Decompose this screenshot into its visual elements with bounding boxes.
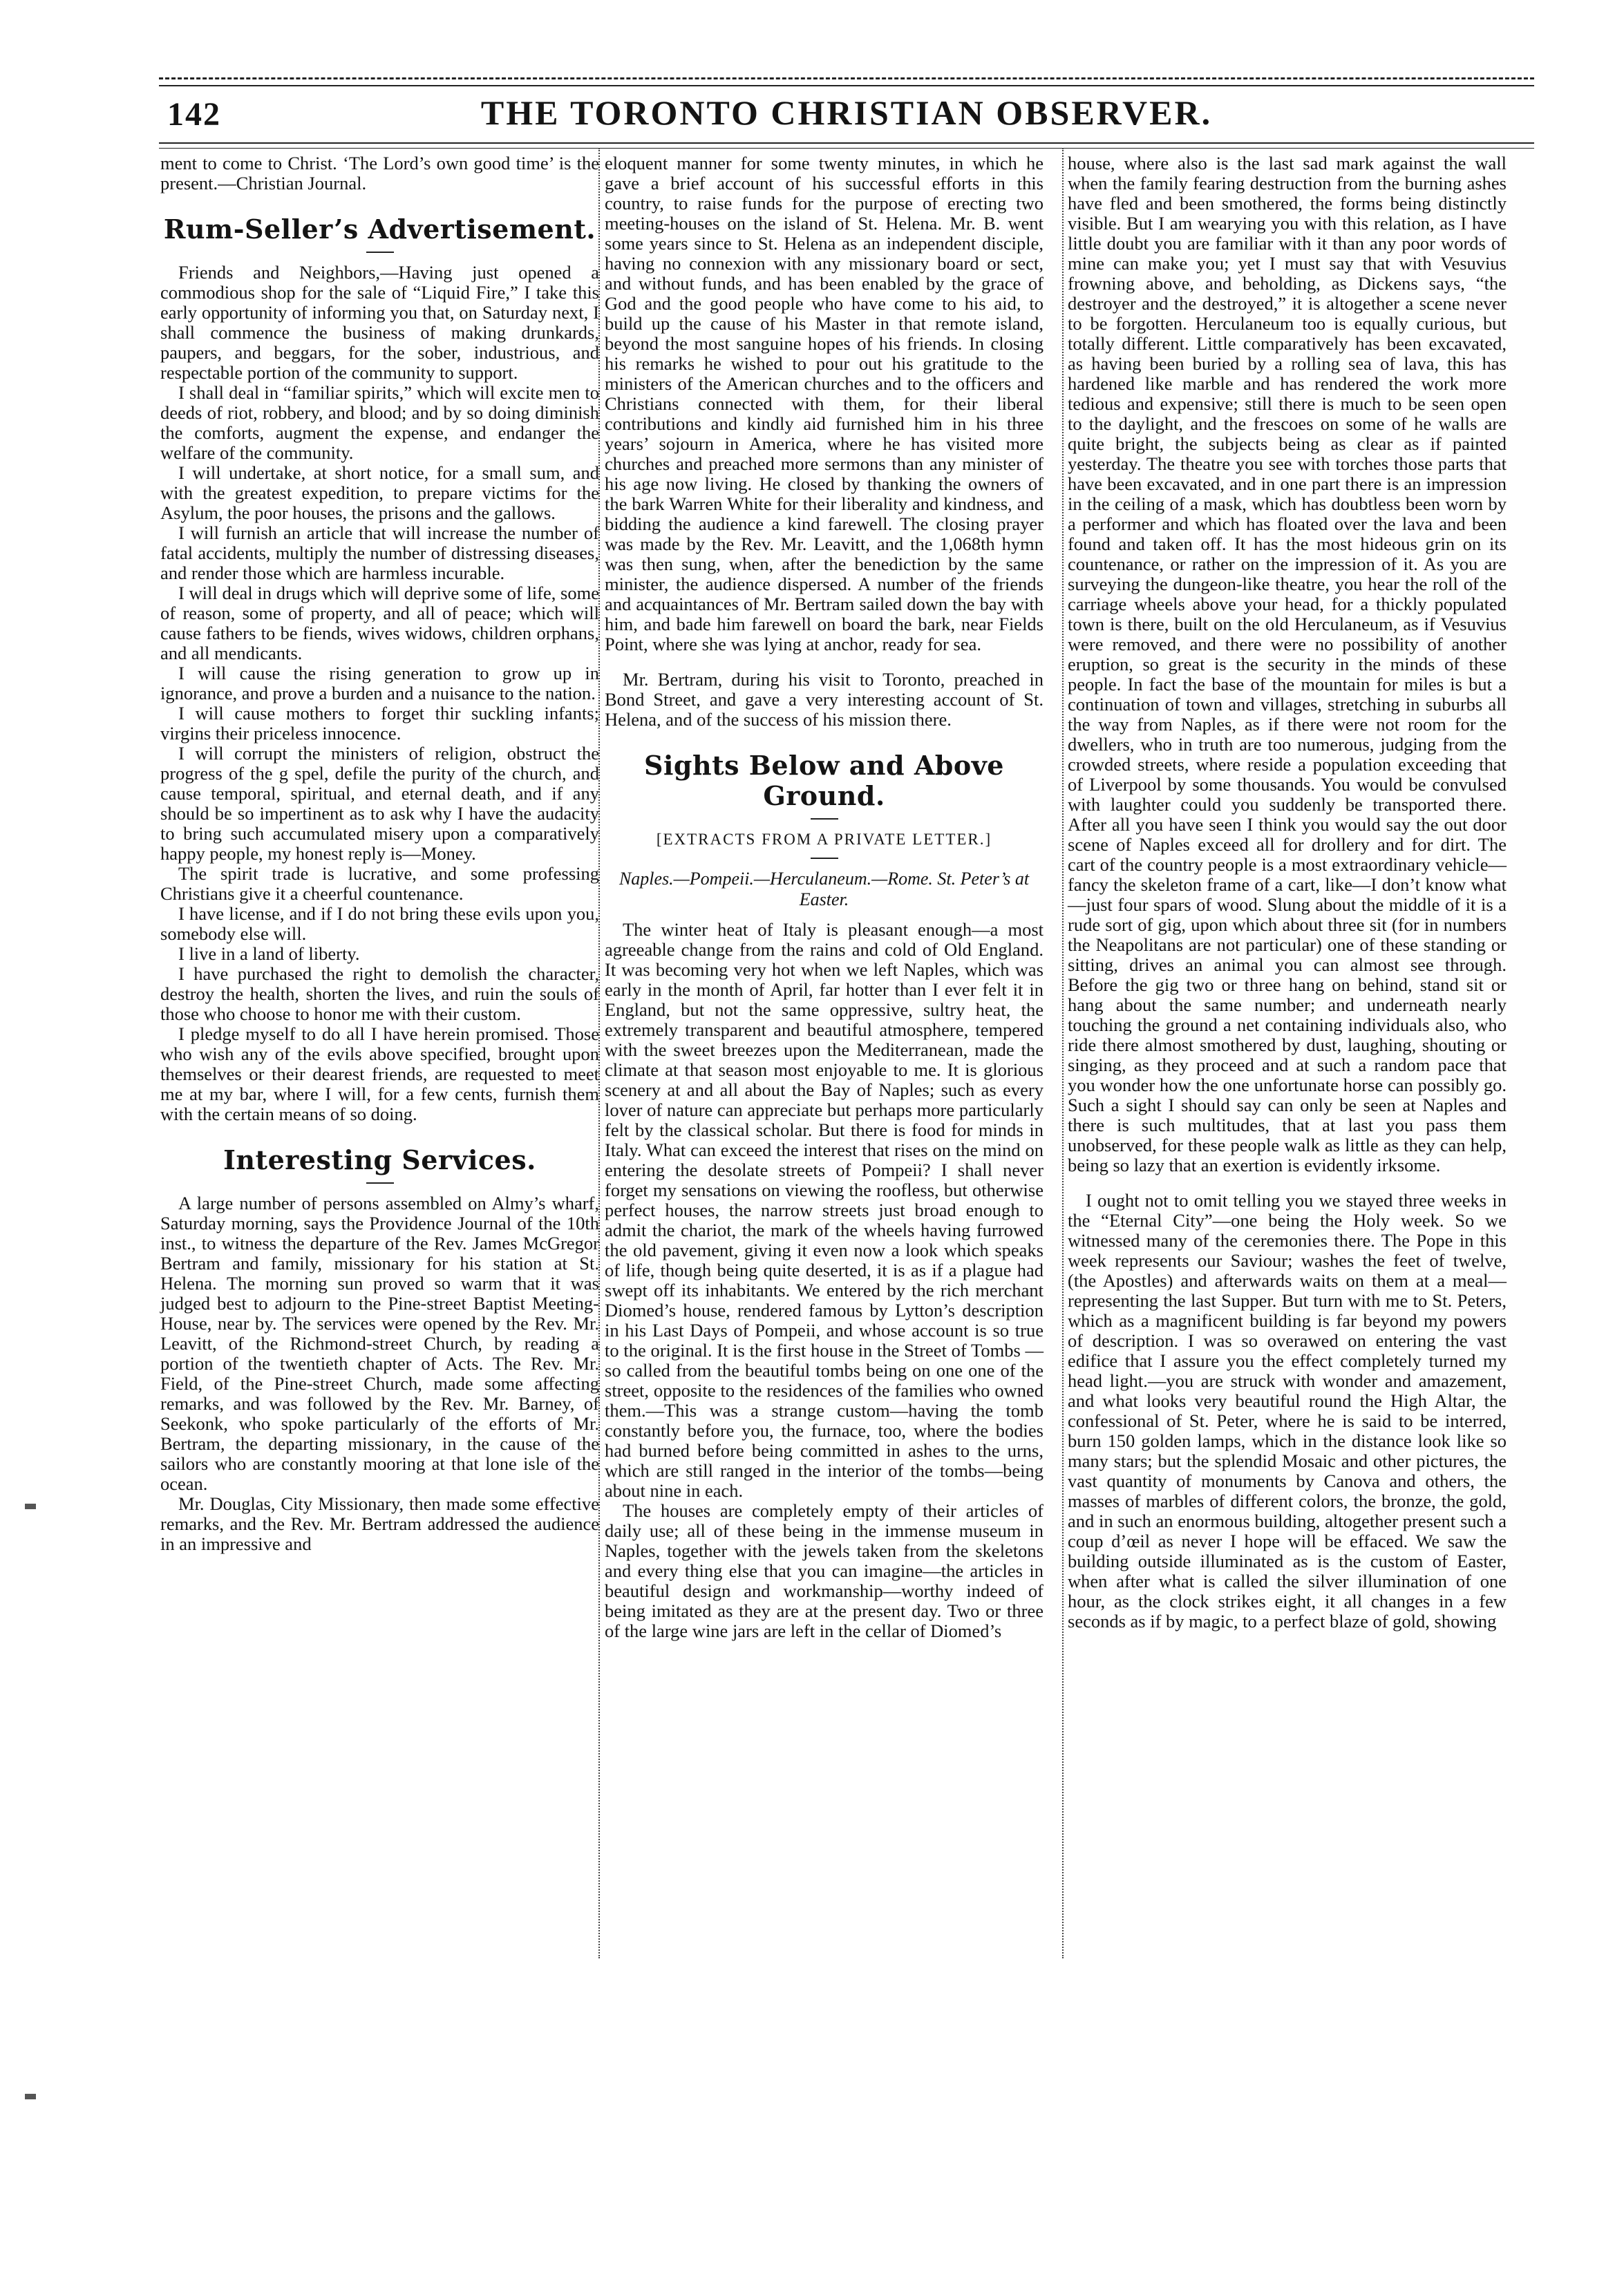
- paragraph: I shall deal in “familiar spirits,” which will excite men to deeds of riot, robbery, and blood; and by so doing diminish the comforts, augment the expense, and endanger the welfare of the community.: [160, 382, 599, 463]
- heading-rule: [811, 818, 838, 820]
- column-3: [1068, 153, 1507, 1632]
- paragraph: I will deal in drugs which will deprive some of life, some of reason, some of property, and all of peace; which will cause fathers to be fiends, wives widows, children orphans, and all mendicants.: [160, 583, 599, 663]
- paragraph: I have license, and if I do not bring these evils upon you, somebody else will.: [160, 903, 599, 944]
- column-2: [605, 153, 1044, 1641]
- paragraph: ment to come to Christ. ‘The Lord’s own good time’ is the present.—Christian Journal.: [160, 153, 599, 193]
- heading-rule: [366, 1182, 394, 1184]
- paragraph: eloquent manner for some twenty minutes, in which he gave a brief account of his successful efforts in this country, to raise funds for the purpose of erecting two meeting-houses on the island of St. Helena. Mr. B. went some years since to St. Helena as an independent disciple, having no connexion with any missionary board or sect, and without funds, and has been enabled by the grace of God and the good people who have come to his aid, to build up the cause of his Master in that remote island, beyond the most sanguine hopes of his friends. In closing his remarks he wished to pour out his gratitude to the ministers of the American churches and to the officers and Christians connected with them, for their liberal contributions and kindly aid furnished him in his three years’ sojourn in America, where he has visited more churches and preached more sermons than any minister of his age now living. He closed by thanking the owners of the bark Warren White for their liberality and kindness, and bidding the audience a kind farewell. The closing prayer was made by the Rev. Mr. Leavitt, and the 1,068th hymn was then sung, when, after the benediction by the same minister, the audience dispersed. A number of the friends and acquaintances of Mr. Bertram sailed down the bay with him, and bade him farewell on board the bark, near Fields Point, where she was lying at anchor, ready for sea.: [605, 153, 1044, 654]
- paragraph: I ought not to omit telling you we stayed three weeks in the “Eternal City”—one being the Holy week. So we witnessed many of the ceremonies there. The Pope in this week represents our Saviour; washes the feet of twelve, (the Apostles) and afterwards waits on them at a meal—representing the last Supper. But turn with me to St. Peters, which as a magnificent building is far beyond my powers of description. I was so overawed on entering the vast edifice that I assure you the effect completely turned my head light.—you are struck with wonder and amazement, and what looks very beautiful round the High Altar, the confessional of St. Peter, where he is said to be interred, burn 150 golden lamps, which in the distance look like so many stars; but the splendid Mosaic and other pictures, the vast quantity of monuments by Canova and others, the masses of marbles of different colors, the bronze, the gold, and in such an enormous building, altogether present such a coup d’œil as never I hope will be effaced. We saw the building outside illuminated as is the custom of Easter, when after what is called the silver illumination of one hour, as the clock strikes eight, it all changes in a few seconds as if by magic, to a perfect blaze of gold, showing: [1068, 1190, 1507, 1632]
- heading-rule: [366, 252, 394, 253]
- paragraph: I will undertake, at short notice, for a small sum, and with the greatest expedition, to prepare victims for the Asylum, the poor houses, the prisons and the gallows.: [160, 462, 599, 523]
- margin-mark: [25, 2094, 36, 2099]
- article-heading: Interesting Services.: [223, 1144, 536, 1175]
- paragraph: Mr. Douglas, City Missionary, then made some effective remarks, and the Rev. Mr. Bertram addressed the audience in an impressive and: [160, 1493, 599, 1554]
- top-rule: [159, 77, 1534, 86]
- paragraph: I will furnish an article that will increase the number of fatal accidents, multiply the number of distressing diseases, and render those which are harmless incurable.: [160, 522, 599, 583]
- paragraph: The houses are completely empty of their articles of daily use; all of these being in the immense museum in Naples, together with the jewels taken from the skeletons and every thing else that you can imagine—the articles in beautiful design and workmanship—worthy indeed of being imitated as they are at the present day. Two or three of the large wine jars are left in the cellar of Diomed’s: [605, 1500, 1044, 1641]
- paragraph: I live in a land of liberty.: [178, 943, 360, 964]
- column-divider: [1062, 148, 1064, 1958]
- paragraph: Friends and Neighbors,—Having just opened a commodious shop for the sale of “Liquid Fire,” I take this early opportunity of informing you that, on Saturday next, I shall commence the business of making drunkards, paupers, and beggars, for the sober, industrious, and respectable portion of the community to support.: [160, 262, 599, 383]
- article-dateline: Naples.—Pompeii.—Herculaneum.—Rome. St. Peter’s at Easter.: [619, 869, 1030, 909]
- heading-rule: [811, 858, 838, 859]
- page-header: [159, 91, 1534, 141]
- article-heading: Rum-Seller’s Advertisement.: [163, 214, 596, 245]
- paragraph: The winter heat of Italy is pleasant enough—a most agreeable change from the rains and cold of Old England. It was becoming very hot when we left Naples, which was early in the month of April, far hotter than I ever felt it in England, but not the same oppressive, sultry heat, the extremely transparent and beautiful atmosphere, tempered with the sweet breezes upon the Mediterranean, made the climate at that season most enjoyable to me. It is glorious scenery at and all about the Bay of Naples; such as every lover of nature can appreciate but perhaps more particularly felt by the classical scholar. But there is food for minds in Italy. What can exceed the interest that rises on the mind on entering the desolate streets of Pompeii? I shall never forget my sensations on viewing the roofless, but otherwise perfect houses, the narrow streets just broad enough to admit the chariot, the mark of the wheels having furrowed the old pavement, giving it even now a look which speaks of life, though being quite deserted, it is as if a plague had swept off its inhabitants. We entered by the rich merchant Diomed’s house, rendered famous by Lytton’s description in his Last Days of Pompeii, and whose account is so true to the original. It is the first house in the Street of Tombs —so called from the beautiful tombs being on one one of the street, opposite to the residences of the families who owned them.—This was a strange custom—having the tomb constantly before you, the furnace, too, where the bodies had burned before being committed in ashes to the urns, which are still ranged in the interior of the tombs—being about nine in each.: [605, 919, 1044, 1501]
- paragraph: I will corrupt the ministers of religion, obstruct the progress of the g spel, defile the purity of the church, and cause temporal, spiritual, and eternal death, and if any should be so impertinent as to ask why I have the audacity to bring such accumulated misery upon a comparatively happy people, my honest reply is—Money.: [160, 743, 599, 864]
- paragraph: house, where also is the last sad mark against the wall when the family fearing destruction from the burning ashes have fled and been smothered, the forms being distinctly visible. But I am wearying you with this relation, as I have little doubt you are familiar with it than any poor words of mine can make you; yet I must say that with Vesuvius frowning above, and beholding, as Dickens says, “the destroyer and the destroyed,” it is altogether a scene never to be forgotten. Herculaneum too is equally curious, but totally different. Little comparatively has been excavated, as having been buried by a rolling sea of lava, this has hardened like marble and has rendered the work more tedious and expensive; still there is much to be seen open to the daylight, and the frescoes on some of he walls are quite bright, the subjects being as clear as if painted yesterday. The theatre you see with torches those parts that have been excavated, and in one part there is an impression in the ceiling of a mask, which has doubtless been worn by a performer and which has floated over the lava and been found and taken off. It has the most hideous grin on its countenance, or rather on the impression of it. As you are surveying the dungeon-like theatre, you hear the roll of the carriage wheels above your head, for a thickly populated town is there, built on the old Herculaneum, as if Vesuvius were removed, and there were no possibility of another eruption, so great is the security in the minds of these people. In fact the base of the mountain for miles is but a continuation of town and villages, stretching in suburbs all the way from Naples, as if there were not room for the dwellers, who in truth are too numerous, judging from the crowded streets, where reside a population exceeding that of Liverpool by some thousands. You would be convulsed with laughter could you suddenly be transported there. After all you have seen I think you would say the out door scene of Naples exceed all for drollery and for dirt. The cart of the country people is a most extraordinary vehicle—fancy the skeleton frame of a cart, like—I don’t know what—just four spars of wood. Slung about the middle of it is a rude sort of gig, upon which about three sit (for in numbers the Neapolitans are not particular) one of these standing or sitting, drives an animal you can almost see through. Before the gig two or three hang on behind, stand sit or hang about the same number; and underneath nearly touching the ground a net containing individuals also, who ride there almost smothered by dust, laughing, shouting or singing, as they proceed and at such a random pace that you wonder how the one unfortunate horse can possibly go. Such a sight I should say can only be seen at Naples and there is such multitudes, that at last you pass them unobserved, for these people walk as little as they can help, being so lazy that an exertion is evidently irksome.: [1068, 153, 1507, 1175]
- paragraph: I pledge myself to do all I have herein promised. Those who wish any of the evils above specified, brought upon themselves or their dearest friends, are requested to meet me at my bar, where I will, for a few cents, furnish them with the certain means of so doing.: [160, 1023, 599, 1124]
- paragraph: The spirit trade is lucrative, and some professing Christians give it a cheerful countenance.: [160, 863, 599, 904]
- masthead-title: THE TORONTO CHRISTIAN OBSERVER.: [480, 93, 1213, 132]
- paragraph: I have purchased the right to demolish the character, destroy the health, shorten the lives, and ruin the souls of those who choose to honor me with their custom.: [160, 963, 599, 1024]
- page-number: 142: [167, 96, 221, 133]
- column-1: [160, 153, 599, 1554]
- article-heading: Sights Below and Above Ground.: [644, 750, 1004, 811]
- paragraph: I will cause mothers to forget thir suckling infants; virgins their priceless innocence.: [160, 703, 599, 744]
- margin-mark: [25, 1504, 36, 1509]
- article-subheading: [EXTRACTS FROM A PRIVATE LETTER.]: [656, 831, 992, 848]
- paragraph: I will cause the rising generation to grow up in ignorance, and prove a burden and a nuisance to the nation.: [160, 663, 599, 703]
- paragraph: A large number of persons assembled on Almy’s wharf, Saturday morning, says the Providence Journal of the 10th inst., to witness the departure of the Rev. James McGregor Bertram and family, missionary for his station at St. Helena. The morning sun proved so warm that it was judged best to adjourn to the Pine-street Baptist Meeting-House, near by. The services were opened by the Rev. Mr. Leavitt, of the Richmond-street Church, by reading a portion of the twentieth chapter of Acts. The Rev. Mr. Field, of the Pine-street Church, made some affecting remarks, and was followed by the Rev. Mr. Barney, of Seekonk, who spoke particularly of the efforts of Mr. Bertram, the departing missionary, in the cause of the sailors who are constantly mooring at that lone isle of the ocean.: [160, 1193, 599, 1494]
- header-rule: [159, 142, 1534, 149]
- paragraph: Mr. Bertram, during his visit to Toronto, preached in Bond Street, and gave a very interesting account of St. Helena, and of the success of his mission there.: [605, 669, 1044, 730]
